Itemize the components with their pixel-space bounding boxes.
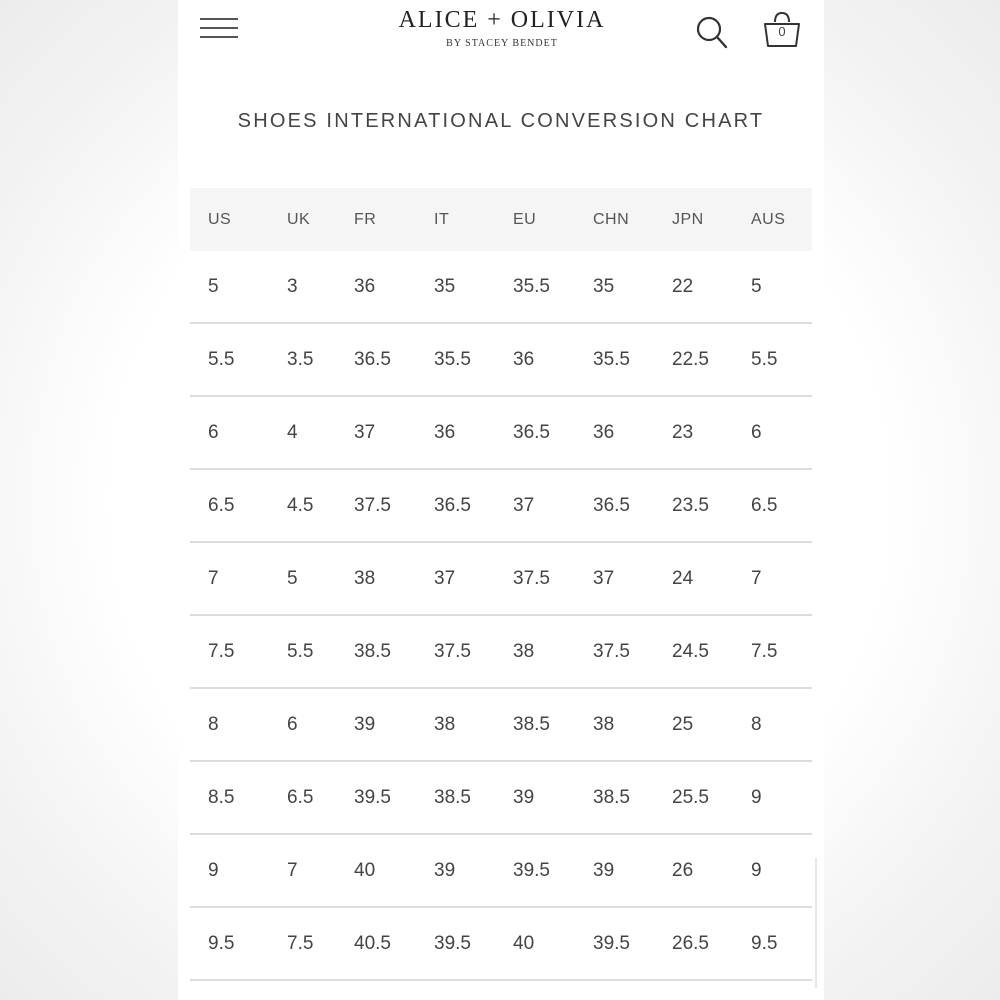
table-cell-chn: 36.5 (575, 469, 654, 542)
table-cell-it: 35.5 (416, 323, 495, 396)
column-header-jpn: JPN (654, 188, 733, 251)
table-cell-chn: 35 (575, 251, 654, 323)
search-icon[interactable] (694, 14, 730, 50)
table-cell-it: 35 (416, 251, 495, 323)
table-cell-it: 39 (416, 834, 495, 907)
brand-logo[interactable] (368, 6, 636, 49)
table-cell-it: 37 (416, 542, 495, 615)
table-cell-fr: 39.5 (336, 761, 416, 834)
column-header-us: US (190, 188, 269, 251)
table-cell-jpn: 23 (654, 396, 733, 469)
table-cell-aus: 8 (733, 688, 812, 761)
table-cell-chn: 37.5 (575, 615, 654, 688)
table-row (190, 542, 812, 615)
table-row (190, 761, 812, 834)
table-cell-chn: 36 (575, 396, 654, 469)
table-cell-it: 39.5 (416, 907, 495, 980)
table-cell-fr: 36.5 (336, 323, 416, 396)
scrollbar[interactable] (815, 858, 817, 988)
table-body (190, 251, 812, 980)
table-cell-eu: 39.5 (495, 834, 575, 907)
table-cell-uk: 6 (269, 688, 336, 761)
column-header-chn: CHN (575, 188, 654, 251)
page-title: SHOES INTERNATIONAL CONVERSION CHART (237, 110, 765, 132)
hamburger-menu-icon[interactable] (200, 16, 240, 40)
column-header-uk: UK (269, 188, 336, 251)
table-cell-fr: 40 (336, 834, 416, 907)
table-cell-eu: 40 (495, 907, 575, 980)
table-cell-eu: 39 (495, 761, 575, 834)
table-cell-aus: 9.5 (733, 907, 812, 980)
table-cell-eu: 37.5 (495, 542, 575, 615)
table-cell-eu: 36 (495, 323, 575, 396)
table-cell-it: 37.5 (416, 615, 495, 688)
table-cell-uk: 6.5 (269, 761, 336, 834)
brand-title: ALICE + OLIVIA (398, 7, 606, 33)
table-cell-uk: 3 (269, 251, 336, 323)
table-cell-uk: 4 (269, 396, 336, 469)
table-cell-chn: 39.5 (575, 907, 654, 980)
table-cell-it: 36.5 (416, 469, 495, 542)
table-cell-aus: 5.5 (733, 323, 812, 396)
brand-subtitle: BY STACEY BENDET (446, 38, 558, 49)
table-cell-fr: 39 (336, 688, 416, 761)
table-row (190, 323, 812, 396)
column-header-eu: EU (495, 188, 575, 251)
table-cell-aus: 5 (733, 251, 812, 323)
menu-bar (200, 27, 238, 29)
table-cell-jpn: 22 (654, 251, 733, 323)
table-cell-it: 36 (416, 396, 495, 469)
table-cell-chn: 38.5 (575, 761, 654, 834)
table-cell-aus: 6.5 (733, 469, 812, 542)
table-header-row (190, 188, 812, 251)
table-cell-fr: 36 (336, 251, 416, 323)
table-cell-aus: 7 (733, 542, 812, 615)
size-conversion-table (190, 188, 812, 981)
table-cell-uk: 5 (269, 542, 336, 615)
table-cell-eu: 35.5 (495, 251, 575, 323)
menu-bar (200, 36, 238, 38)
table-cell-jpn: 24 (654, 542, 733, 615)
table-cell-chn: 38 (575, 688, 654, 761)
column-header-fr: FR (336, 188, 416, 251)
table-row (190, 615, 812, 688)
table-cell-eu: 38.5 (495, 688, 575, 761)
table-row (190, 834, 812, 907)
table-row (190, 469, 812, 542)
table-cell-chn: 35.5 (575, 323, 654, 396)
table-cell-us: 6 (190, 396, 269, 469)
table-cell-eu: 37 (495, 469, 575, 542)
table-cell-uk: 4.5 (269, 469, 336, 542)
table-cell-jpn: 26 (654, 834, 733, 907)
table-cell-uk: 7.5 (269, 907, 336, 980)
table-cell-us: 7.5 (190, 615, 269, 688)
site-header (178, 0, 824, 70)
table-cell-aus: 6 (733, 396, 812, 469)
table-cell-us: 7 (190, 542, 269, 615)
table-cell-chn: 37 (575, 542, 654, 615)
table-cell-chn: 39 (575, 834, 654, 907)
table-cell-fr: 40.5 (336, 907, 416, 980)
table-cell-aus: 7.5 (733, 615, 812, 688)
table-row (190, 907, 812, 980)
table-cell-uk: 3.5 (269, 323, 336, 396)
table-cell-us: 6.5 (190, 469, 269, 542)
table-cell-us: 8.5 (190, 761, 269, 834)
table-row (190, 251, 812, 323)
table-cell-us: 5.5 (190, 323, 269, 396)
table-cell-aus: 9 (733, 834, 812, 907)
shopping-bag-icon[interactable] (762, 10, 802, 50)
mobile-screen (178, 0, 824, 1000)
table-cell-uk: 5.5 (269, 615, 336, 688)
table-cell-it: 38 (416, 688, 495, 761)
table-cell-jpn: 23.5 (654, 469, 733, 542)
table-cell-us: 9.5 (190, 907, 269, 980)
table-cell-aus: 9 (733, 761, 812, 834)
table-cell-fr: 38 (336, 542, 416, 615)
column-header-aus: AUS (733, 188, 812, 251)
column-header-it: IT (416, 188, 495, 251)
bag-count-badge: 0 (778, 24, 786, 39)
table-cell-us: 5 (190, 251, 269, 323)
table-cell-fr: 37.5 (336, 469, 416, 542)
table-cell-jpn: 25.5 (654, 761, 733, 834)
table-cell-fr: 38.5 (336, 615, 416, 688)
table-row (190, 688, 812, 761)
table-cell-eu: 38 (495, 615, 575, 688)
table-cell-eu: 36.5 (495, 396, 575, 469)
table-cell-us: 9 (190, 834, 269, 907)
table-cell-it: 38.5 (416, 761, 495, 834)
table-cell-jpn: 24.5 (654, 615, 733, 688)
table-cell-jpn: 25 (654, 688, 733, 761)
menu-bar (200, 18, 238, 20)
table-cell-jpn: 26.5 (654, 907, 733, 980)
table-cell-fr: 37 (336, 396, 416, 469)
table-cell-us: 8 (190, 688, 269, 761)
table-cell-jpn: 22.5 (654, 323, 733, 396)
table-cell-uk: 7 (269, 834, 336, 907)
table-row (190, 396, 812, 469)
